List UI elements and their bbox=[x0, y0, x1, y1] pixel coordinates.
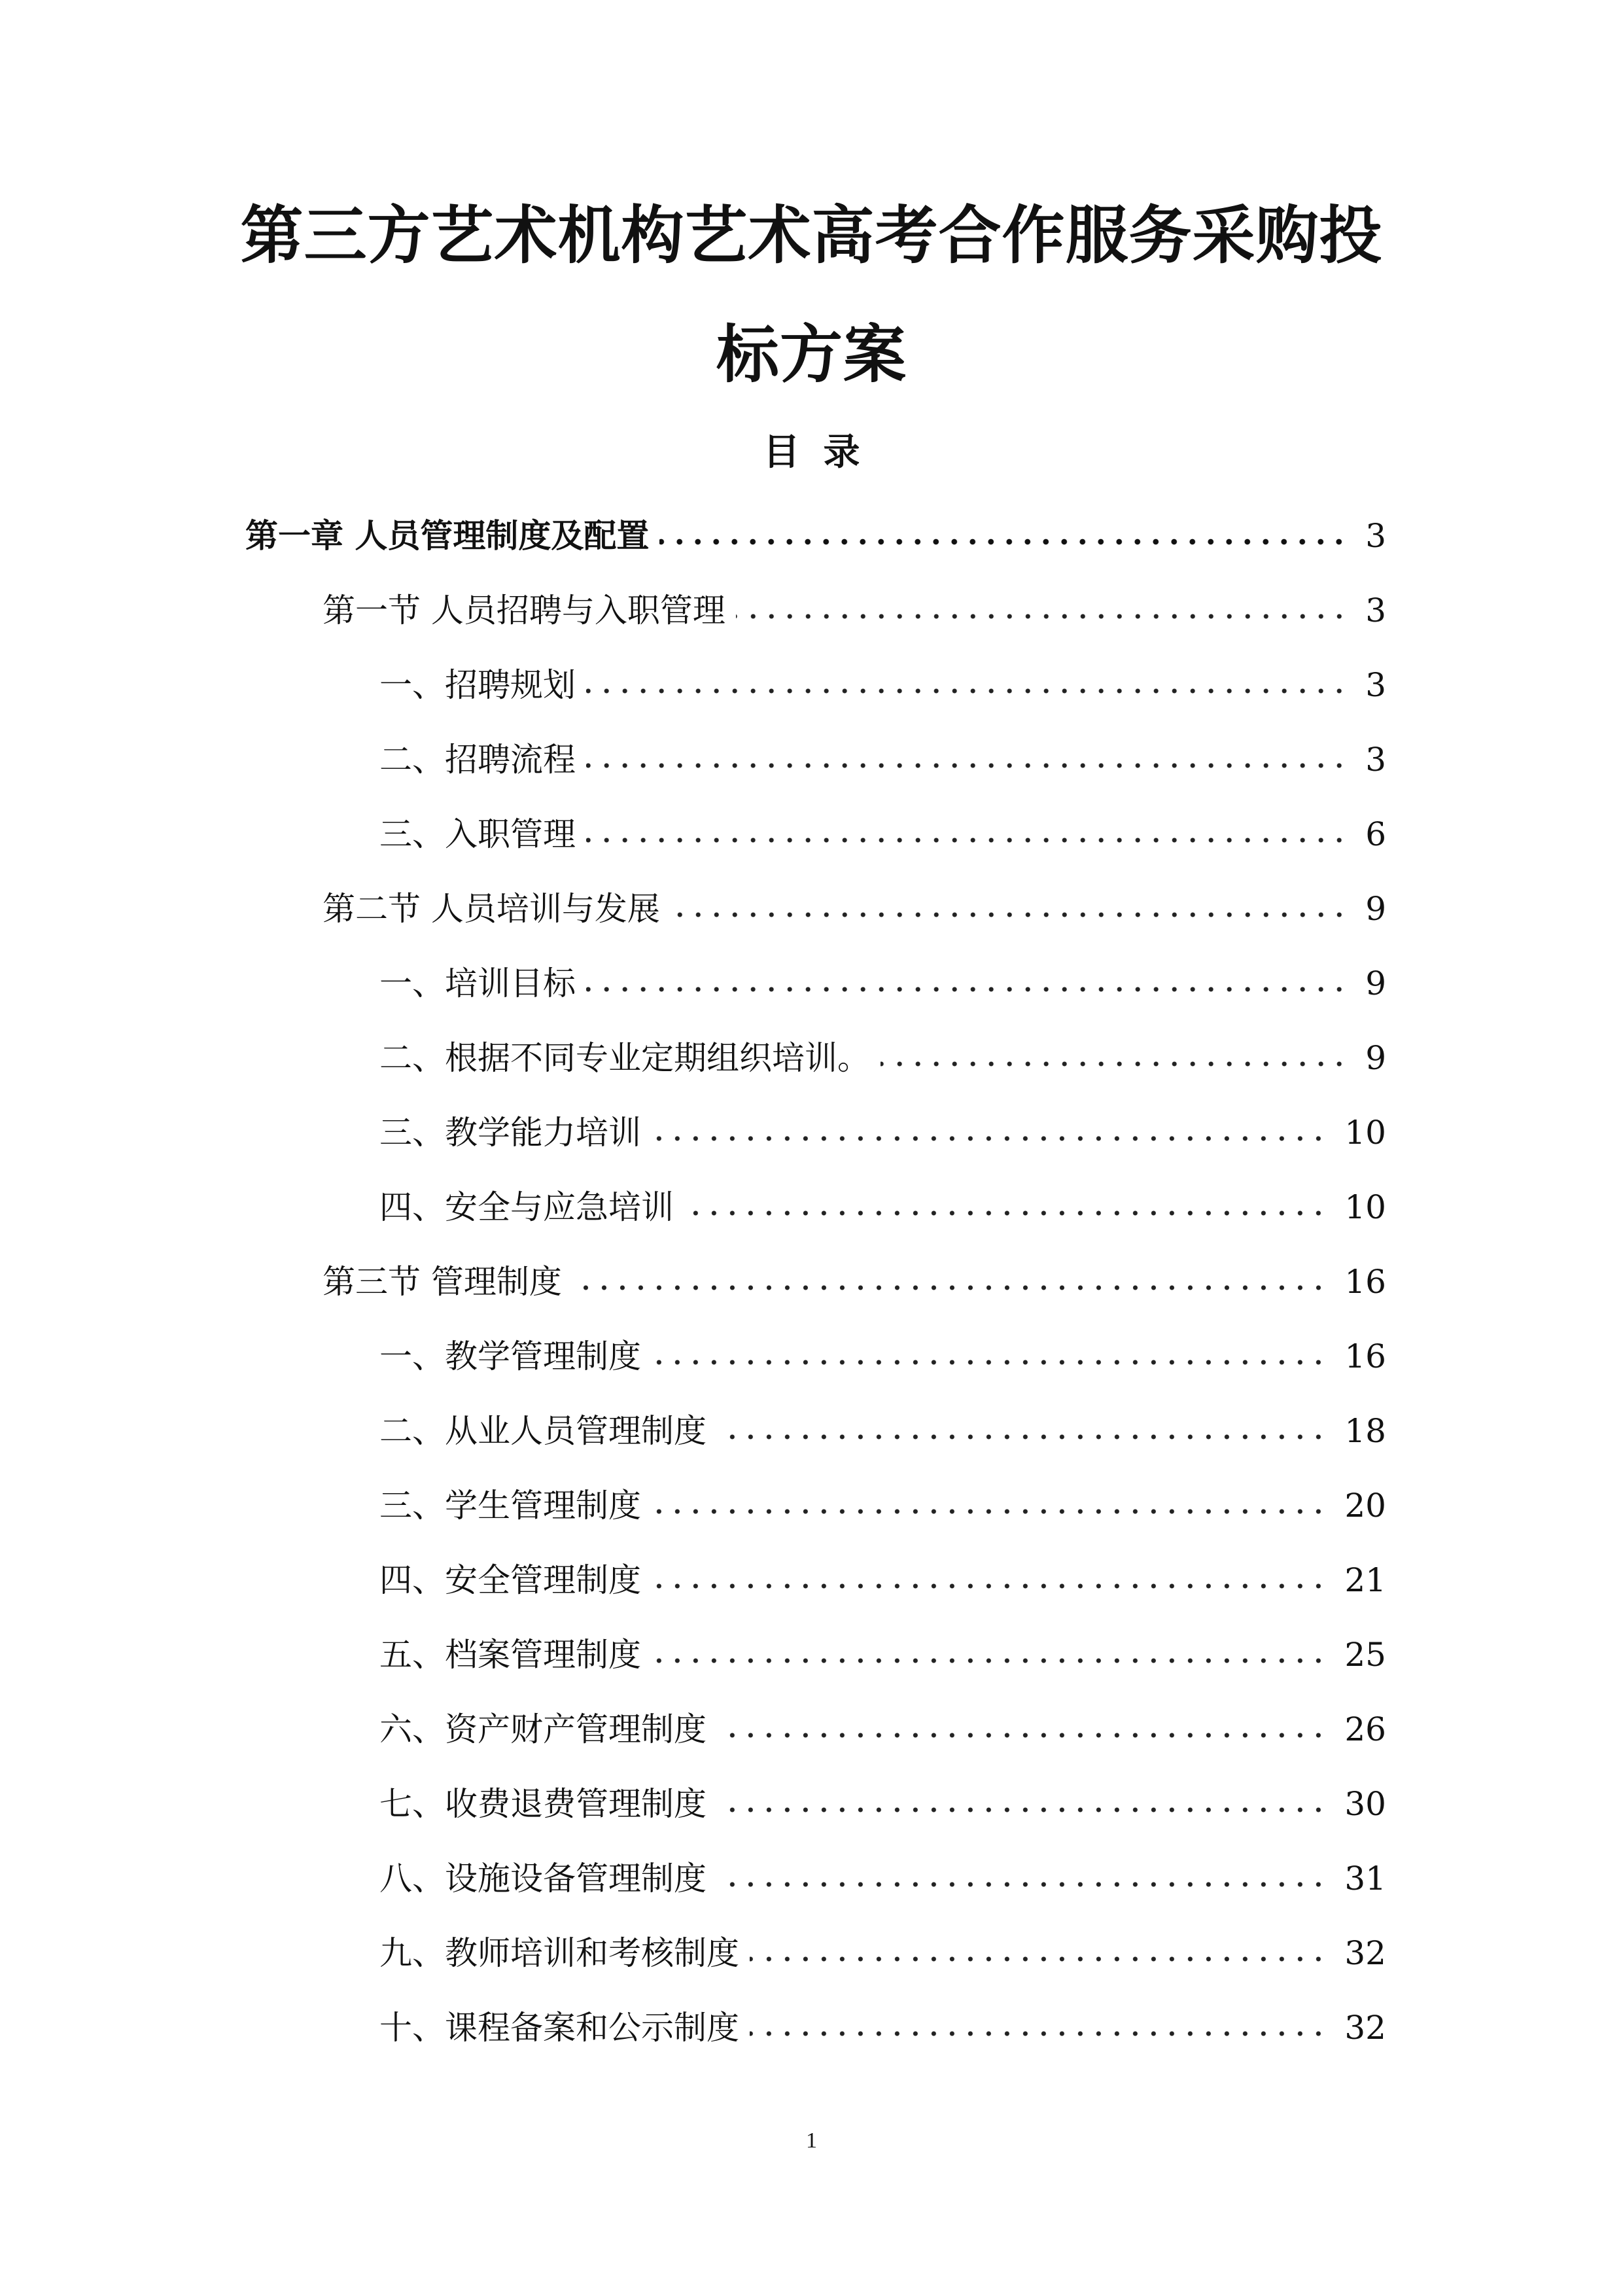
toc-entry-leader bbox=[586, 836, 1348, 844]
toc-entry-leader bbox=[652, 1508, 1327, 1515]
toc-entry-leader bbox=[750, 2030, 1327, 2038]
toc-entry-leader bbox=[717, 1433, 1327, 1441]
toc-entry-page: 10 bbox=[1344, 1188, 1386, 1226]
toc-entry-label: 一、培训目标 bbox=[379, 964, 576, 1002]
toc-entry-leader bbox=[572, 1284, 1327, 1292]
toc-entry-label: 七、收费退费管理制度 bbox=[379, 1785, 707, 1823]
toc-entry-leader bbox=[736, 612, 1348, 620]
toc-entry-leader bbox=[717, 1881, 1327, 1888]
toc-entry-page: 32 bbox=[1344, 1934, 1386, 1972]
toc-entry-label: 九、教师培训和考核制度 bbox=[379, 1934, 739, 1972]
toc-entry-leader bbox=[684, 1209, 1327, 1217]
toc-entry[interactable] bbox=[323, 1245, 1386, 1319]
toc-entry-label: 第二节 人员培训与发展 bbox=[323, 890, 660, 928]
toc-entry[interactable] bbox=[245, 499, 1386, 573]
toc-entry-label: 第三节 管理制度 bbox=[323, 1263, 562, 1301]
toc-entry-page: 18 bbox=[1344, 1412, 1386, 1450]
toc-entry[interactable] bbox=[323, 872, 1386, 946]
toc-entry[interactable] bbox=[379, 1394, 1386, 1468]
toc-entry-label: 三、学生管理制度 bbox=[379, 1487, 641, 1525]
toc-entry-page: 9 bbox=[1365, 890, 1386, 928]
toc-entry-page: 10 bbox=[1344, 1114, 1386, 1152]
toc-entry-leader bbox=[652, 1358, 1327, 1366]
toc-entry-label: 十、课程备案和公示制度 bbox=[379, 2009, 739, 2047]
toc-entry[interactable] bbox=[379, 1021, 1386, 1095]
toc-entry-page: 20 bbox=[1344, 1487, 1386, 1525]
toc-heading-part-2: 录 bbox=[823, 431, 860, 474]
toc-entry[interactable] bbox=[379, 1095, 1386, 1170]
toc-entry-label: 六、资产财产管理制度 bbox=[379, 1710, 707, 1748]
toc-entry-label: 三、入职管理 bbox=[379, 815, 576, 853]
toc-entry[interactable] bbox=[379, 1617, 1386, 1692]
toc-entry-label: 第一节 人员招聘与入职管理 bbox=[323, 592, 725, 629]
toc-entry-label: 八、设施设备管理制度 bbox=[379, 1860, 707, 1898]
toc-entry[interactable] bbox=[379, 797, 1386, 872]
toc-entry-label: 一、教学管理制度 bbox=[379, 1337, 641, 1375]
toc-entry-leader bbox=[717, 1731, 1327, 1739]
toc-entry-page: 30 bbox=[1344, 1785, 1386, 1823]
toc-entry[interactable] bbox=[379, 1468, 1386, 1543]
toc-entry-label: 二、招聘流程 bbox=[379, 741, 576, 779]
toc-entry-label: 四、安全管理制度 bbox=[379, 1561, 641, 1599]
toc-entry[interactable] bbox=[379, 1916, 1386, 1990]
toc-entry-label: 第一章 人员管理制度及配置 bbox=[245, 517, 650, 555]
toc-heading bbox=[0, 431, 1623, 474]
toc-entry-page: 9 bbox=[1365, 1039, 1386, 1077]
toc-entry-label: 二、从业人员管理制度 bbox=[379, 1412, 707, 1450]
toc-entry-page: 3 bbox=[1365, 741, 1386, 779]
toc-entry-leader bbox=[586, 687, 1348, 695]
toc-entry[interactable] bbox=[379, 1692, 1386, 1767]
toc-entry[interactable] bbox=[323, 573, 1386, 648]
toc-entry[interactable] bbox=[379, 1319, 1386, 1394]
toc-entry-page: 9 bbox=[1365, 964, 1386, 1002]
toc-entry-page: 26 bbox=[1344, 1710, 1386, 1748]
toc-entry-label: 三、教学能力培训 bbox=[379, 1114, 641, 1152]
toc-entry-page: 31 bbox=[1344, 1860, 1386, 1898]
table-of-contents bbox=[0, 499, 1623, 2213]
toc-entry-label: 五、档案管理制度 bbox=[379, 1636, 641, 1674]
toc-entry[interactable] bbox=[379, 1841, 1386, 1916]
toc-entry-page: 21 bbox=[1344, 1561, 1386, 1599]
toc-heading-part-1: 目 bbox=[763, 431, 800, 474]
toc-entry-leader bbox=[652, 1135, 1327, 1142]
toc-entry-leader bbox=[750, 1955, 1327, 1963]
toc-entry-page: 16 bbox=[1344, 1337, 1386, 1375]
toc-entry-page: 16 bbox=[1344, 1263, 1386, 1301]
toc-entry[interactable] bbox=[379, 1543, 1386, 1617]
toc-entry-leader bbox=[671, 911, 1348, 919]
toc-entry[interactable] bbox=[379, 946, 1386, 1021]
toc-entry-page: 6 bbox=[1365, 815, 1386, 853]
document-title-line-2: 标方案 bbox=[716, 318, 907, 391]
toc-entry-page: 32 bbox=[1344, 2009, 1386, 2047]
toc-entry-page: 3 bbox=[1365, 592, 1386, 629]
toc-entry-leader bbox=[717, 1806, 1327, 1814]
toc-entry-leader bbox=[652, 1582, 1327, 1590]
toc-entry[interactable] bbox=[379, 1767, 1386, 1841]
toc-entry-leader bbox=[586, 985, 1348, 993]
toc-entry[interactable] bbox=[379, 722, 1386, 797]
toc-entry-page: 3 bbox=[1365, 666, 1386, 704]
toc-entry-label: 四、安全与应急培训 bbox=[379, 1188, 674, 1226]
toc-entry[interactable] bbox=[379, 1170, 1386, 1245]
toc-entry-page: 25 bbox=[1344, 1636, 1386, 1674]
toc-entry-label: 一、招聘规划 bbox=[379, 666, 576, 704]
page-number: 1 bbox=[806, 2128, 817, 2153]
toc-entry-leader bbox=[881, 1060, 1348, 1068]
document-title-line-1: 第三方艺术机构艺术高考合作服务采购投 bbox=[240, 199, 1383, 272]
toc-entry[interactable] bbox=[379, 648, 1386, 722]
toc-entry[interactable] bbox=[379, 1990, 1386, 2065]
toc-entry-leader bbox=[652, 1657, 1327, 1665]
toc-entry-page: 3 bbox=[1365, 517, 1386, 555]
toc-entry-leader bbox=[659, 538, 1348, 546]
toc-entry-leader bbox=[586, 762, 1348, 769]
toc-entry-label: 二、根据不同专业定期组织培训。 bbox=[379, 1039, 870, 1077]
